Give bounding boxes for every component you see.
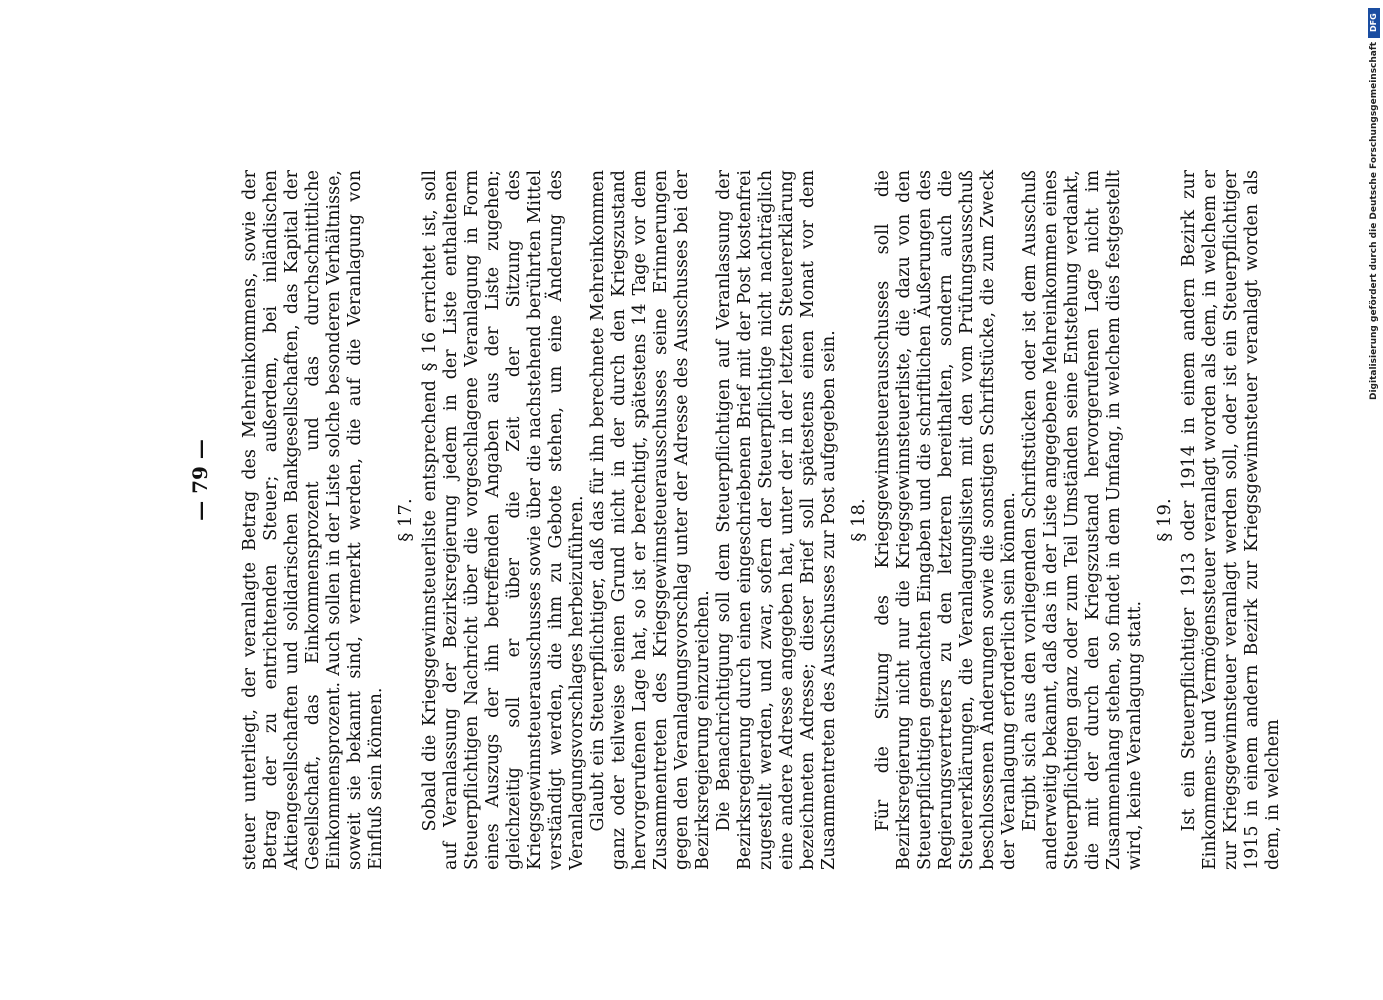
rotated-page: [170, 60, 1283, 900]
paragraph: Die Benachrichtigung soll dem Steuerpflichtigen auf Veranlassung der Bezirksregierung durch einen eingeschriebenen Brief mit der Post kostenfrei zugestellt werden, und zwar, sofern der Steuerpflichtige nicht nachträglich eine andere Adresse angegeben hat, unter der in der letzten Steuererklärung bezeichneten Adresse; dieser Brief soll spätestens einen Monat vor dem Zusammentreten des Ausschusses zur Post aufgegeben sein.: [714, 170, 839, 870]
paragraph: Ist ein Steuerpflichtiger 1913 oder 1914 in einem andern Bezirk zur Einkommens- und Vermögenssteuer veranlagt worden als dem, in welchem er zur Kriegsgewinnsteuer veranlagt werden soll, oder ist ein Steuerpflichtiger 1915 in einem andern Bezirk zur Kriegsgewinnsteuer veranlagt worden als dem, in welchem: [1179, 170, 1283, 870]
body-text: [240, 170, 1284, 870]
section-heading: § 17.: [395, 498, 416, 542]
dfg-logo: DFG: [1368, 8, 1380, 38]
paragraph: Sobald die Kriegsgewinnsteuerliste entsprechend § 16 errichtet ist, soll auf Veranlassung der Bezirksregierung jedem in der Liste enthaltenen Steuerpflichtigen Nachricht über die vorgeschlagene Veranlagung in Form eines Auszugs der ihn betreffenden Angaben aus der Liste zugehen; gleichzeitig soll er über die Zeit der Sitzung des Kriegsgewinnsteuerausschusses sowie über die nachstehend berührten Mittel verständigt werden, die ihm zu Gebote stehen, um eine Änderung des Veranlagungsvorschlages herbeizuführen.: [420, 170, 587, 870]
dfg-credit-text: Digitalisierung gefördert durch die Deutsche Forschungsgemeinschaft: [1369, 41, 1379, 400]
page-header: — 79 —: [188, 439, 212, 521]
section-heading: § 18.: [848, 498, 869, 542]
paragraph: Glaubt ein Steuerpflichtiger, daß das für ihn berechnete Mehreinkommen ganz oder teilweise seinen Grund nicht in der durch den Kriegszustand hervorgerufenen Lage hat, so ist er berechtigt, spätestens 14 Tage vor dem Zusammentreten des Kriegsgewinnsteuerausschusses seine Erinnerungen gegen den Veranlagungsvorschlag unter der Adresse des Ausschusses bei der Bezirksregierung einzureichen.: [588, 170, 713, 870]
section-heading: § 19.: [1154, 498, 1175, 542]
paragraph: steuer unterliegt, der veranlagte Betrag des Mehreinkommens, sowie der Betrag der zu entrichtenden Steuer; außerdem, bei inländischen Aktiengesellschaften und solidarischen Bankgesellschaften, das Kapital der Gesellschaft, das Einkommensprozent und das durchschnittliche Einkommensprozent. Auch sollen in der Liste solche besonderen Verhältnisse, soweit sie bekannt sind, vermerkt werden, die auf die Veranlagung von Einfluß sein können.: [240, 170, 386, 870]
paragraph: Ergibt sich aus den vorliegenden Schriftstücken oder ist dem Ausschuß anderweitig bekannt, daß das in der Liste angegebene Mehreinkommen eines Steuerpflichtigen ganz oder zum Teil Umständen seine Entstehung verdankt, die mit der durch den Kriegszustand hervorgerufenen Lage nicht im Zusammenhang stehen, so findet in dem Umfang, in welchem dies festgestellt wird, keine Veranlagung statt.: [1020, 170, 1145, 870]
paragraph: Für die Sitzung des Kriegsgewinnsteuerausschusses soll die Bezirksregierung nicht nur die Kriegsgewinnsteuerliste, die dazu von den Steuerpflichtigen gemachten Eingaben und die schriftlichen Äußerungen des Regierungsvertreters zu den letzteren bereithalten, sondern auch die Steuererklärungen, die Veranlagungslisten mit den vom Prüfungsausschuß beschlossenen Änderungen sowie die sonstigen Schriftstücke, die zum Zweck der Veranlagung erforderlich sein können.: [873, 170, 1019, 870]
